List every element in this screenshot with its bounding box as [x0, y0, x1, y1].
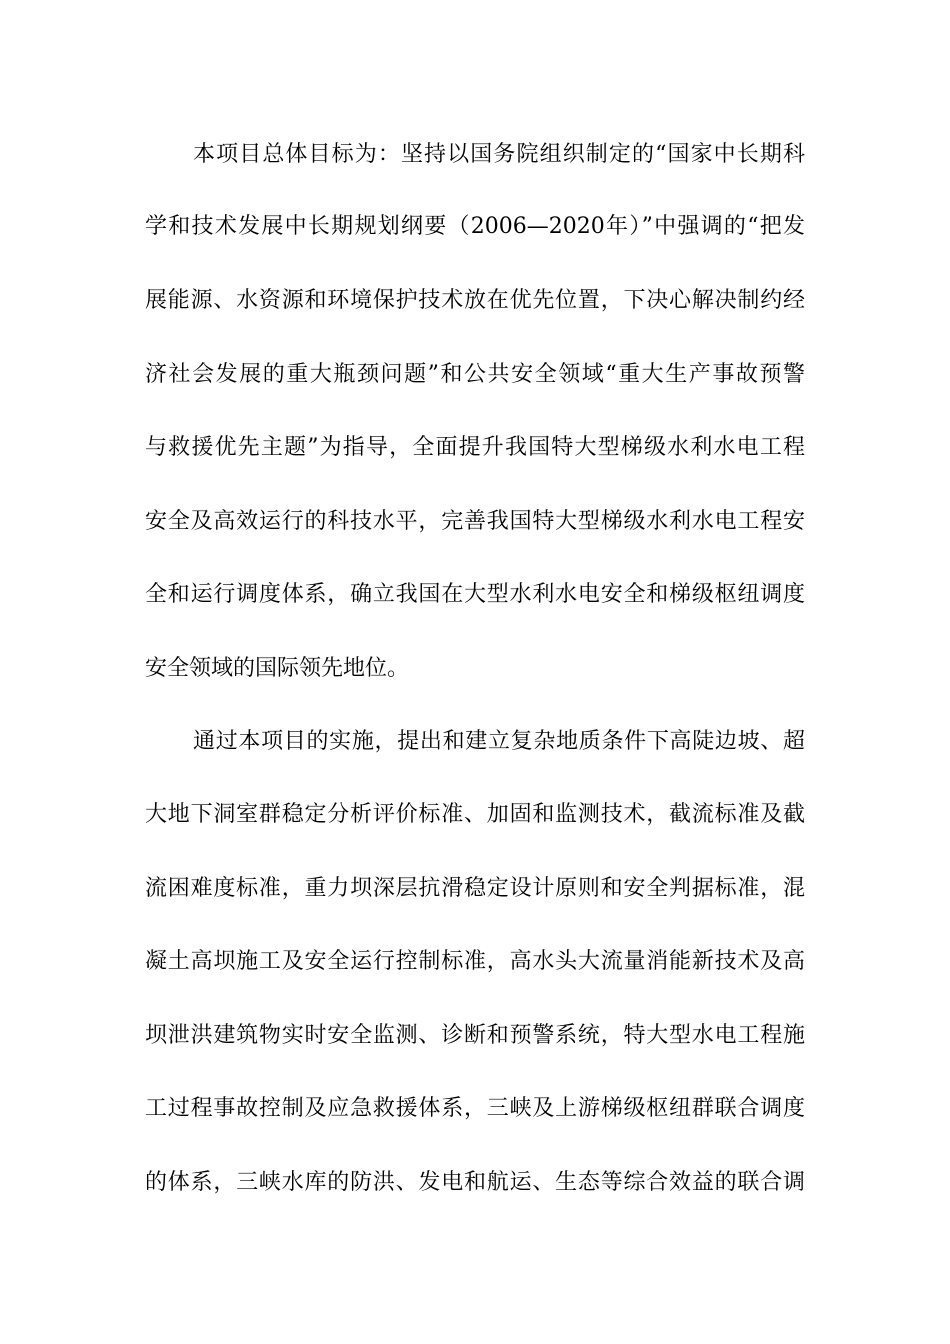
text-line: 全和运行调度体系，确立我国在大型水利水电安全和梯级枢纽调度: [145, 582, 805, 607]
text-line: 展能源、水资源和环境保护技术放在优先位置，下决心解决制约经: [145, 288, 805, 313]
text-line: 通过本项目的实施，提出和建立复杂地质条件下高陡边坡、超: [193, 729, 805, 754]
text-line: 流困难度标准，重力坝深层抗滑稳定设计原则和安全判据标准，混: [145, 876, 805, 901]
text-line: 学和技术发展中长期规划纲要（2006—2020年）”中强调的“把发: [145, 214, 805, 239]
text-line: 凝土高坝施工及安全运行控制标准，高水头大流量消能新技术及高: [145, 949, 805, 974]
text-line: 大地下洞室群稳定分析评价标准、加固和监测技术，截流标准及截: [145, 802, 805, 827]
text-line: 济社会发展的重大瓶颈问题”和公共安全领域“重大生产事故预警: [145, 362, 805, 387]
text-line: 的体系，三峡水库的防洪、发电和航运、生态等综合效益的联合调: [145, 1170, 805, 1195]
text-line: 工过程事故控制及应急救援体系，三峡及上游梯级枢纽群联合调度: [145, 1096, 805, 1121]
text-line: 安全及高效运行的科技水平，完善我国特大型梯级水利水电工程安: [145, 509, 805, 534]
text-line: 与救援优先主题”为指导，全面提升我国特大型梯级水利水电工程: [145, 435, 805, 460]
text-line: 坝泄洪建筑物实时安全监测、诊断和预警系统，特大型水电工程施: [145, 1023, 805, 1048]
text-line: 安全领域的国际领先地位。: [145, 656, 410, 681]
text-line: 本项目总体目标为：坚持以国务院组织制定的“国家中长期科: [193, 142, 805, 167]
